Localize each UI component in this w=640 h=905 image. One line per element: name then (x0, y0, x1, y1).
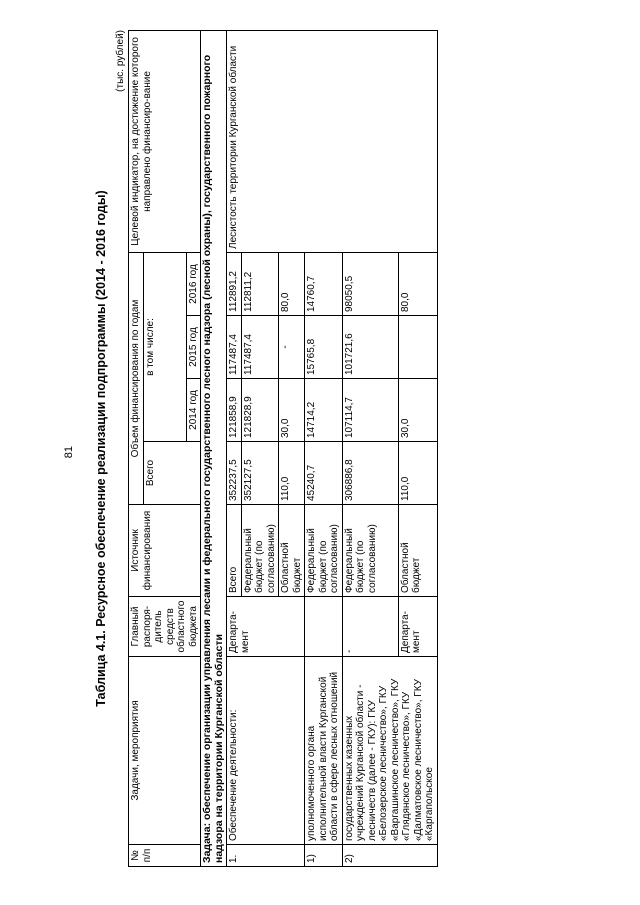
row-2014: 14714,2 (305, 379, 343, 442)
row-source: Федеральный бюджет (по согласованию) (342, 505, 398, 597)
row-source: Областной бюджет (398, 505, 437, 597)
header-total: Всего (143, 442, 201, 505)
header-2014: 2014 год (186, 379, 201, 442)
header-num: № п/п (129, 845, 201, 867)
row-2015 (398, 316, 437, 379)
row-total: 352127,5 (241, 442, 279, 505)
row-total: 306886,8 (342, 442, 398, 505)
row-2015: 15765,8 (305, 316, 343, 379)
row-name: государственных казенных учреждений Курганской области - лесничеств (далее - ГКУ): ГКУ «Белозерское лесничество», ГКУ «Варгашинское лесничество», ГКУ «Глядянское лесничество», ГКУ «Далматовское лесничество», ГКУ «Каргапольское (342, 657, 437, 845)
header-manager: Главный распоря-дитель средств областного бюджета (129, 597, 201, 657)
row-source: Федеральный бюджет (по согласованию) (241, 505, 279, 597)
row-2014: 30,0 (398, 379, 437, 442)
row-source: Всего (227, 505, 242, 597)
row-2016: 14760,7 (305, 252, 343, 315)
row-source: Федеральный бюджет (по согласованию) (305, 505, 343, 597)
header-target: Целевой индикатор, на достижение которого направлено финансиро-вание (129, 31, 201, 253)
row-total: 45240,7 (305, 442, 343, 505)
header-incl: в том числе: (143, 252, 186, 441)
row-manager: - (342, 597, 398, 657)
row-2016: 98050,5 (342, 252, 398, 315)
table-title: Таблица 4.1. Ресурсное обеспечение реализации подпрограммы (2014 - 2016 годы) (94, 190, 108, 707)
row-manager: Департа-мент (227, 597, 305, 657)
row-2014: 30,0 (279, 379, 305, 442)
row-2015: 117487,4 (227, 316, 242, 379)
row-num: 2) (342, 845, 437, 867)
row-num: 1) (305, 845, 343, 867)
resource-table (128, 30, 438, 867)
row-2015: 101721,6 (342, 316, 398, 379)
row-num: 1. (227, 845, 305, 867)
row-2014: 121858,9 (227, 379, 242, 442)
row-source: Областной бюджет (279, 505, 305, 597)
row-name: уполномоченного органа исполнительной власти Курганской области в сфере лесных отношений (305, 657, 343, 845)
row-2014: 107114,7 (342, 379, 398, 442)
rotated-page-content (88, 30, 550, 867)
header-row-1 (129, 31, 144, 867)
table-row (227, 31, 242, 867)
header-2015: 2015 год (186, 316, 201, 379)
row-total: 352237,5 (227, 442, 242, 505)
row-2015: 117487,4 (241, 316, 279, 379)
row-total: 110,0 (279, 442, 305, 505)
task-row (201, 31, 227, 867)
row-2014: 121828,9 (241, 379, 279, 442)
task-text: Задача: обеспечение организации управления лесами и федерального государственного лесного надзора (лесной охраны), государственного пожарного надзора на территории Курганской области (201, 31, 227, 867)
row-manager (305, 597, 343, 657)
header-source: Источник финансирования (129, 505, 201, 597)
page-number: 81 (63, 446, 75, 459)
row-2016: 80,0 (398, 252, 437, 315)
header-tasks: Задачи, мероприятия (129, 657, 201, 845)
row-2016: 80,0 (279, 252, 305, 315)
header-2016: 2016 год (186, 252, 201, 315)
row-2016: 112891,2 (227, 252, 242, 315)
row-total: 110,0 (398, 442, 437, 505)
units-label: (тыс. рублей) (115, 30, 126, 92)
header-volume: Объем финансирования по годам (129, 252, 144, 504)
row-2015: - (279, 316, 305, 379)
row-manager: Департа-мент (398, 597, 437, 657)
row-2016: 112811,2 (241, 252, 279, 315)
row-target: Лесистость территории Курганской области (227, 31, 438, 253)
row-name: Обеспечение деятельности: (227, 657, 305, 845)
